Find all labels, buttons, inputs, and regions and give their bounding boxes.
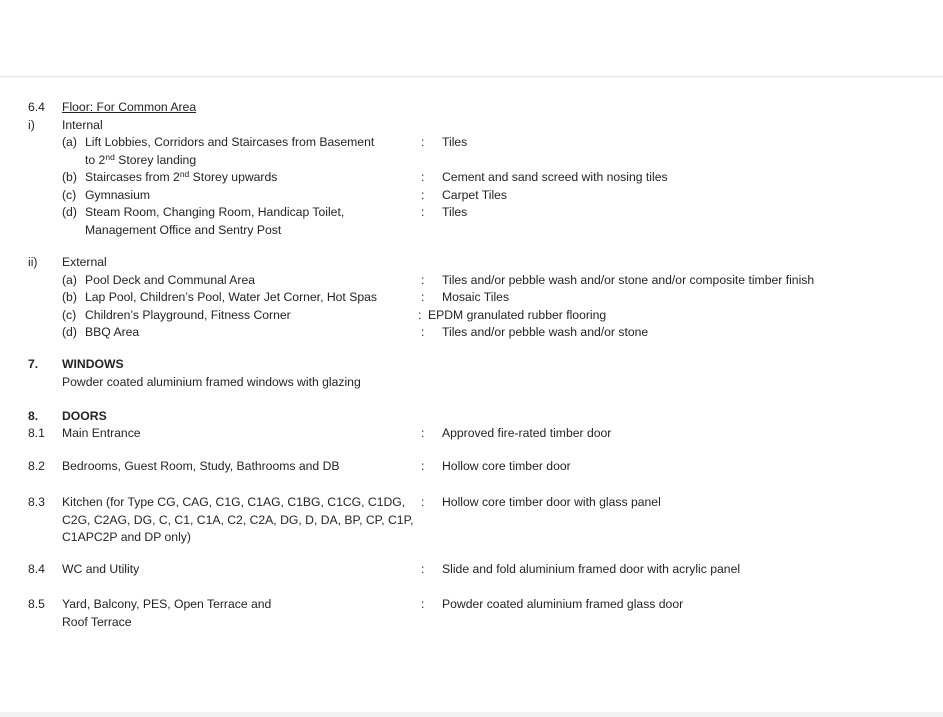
item-label: Gymnasium bbox=[85, 187, 151, 202]
item-label: Pool Deck and Communal Area bbox=[85, 272, 256, 287]
page-break-line-bottom bbox=[0, 712, 943, 717]
item-marker: (b) bbox=[62, 290, 77, 304]
item-label: Children’s Playground, Fitness Corner bbox=[85, 307, 291, 322]
item-marker: (d) bbox=[62, 325, 77, 339]
item-value: Powder coated aluminium framed glass door bbox=[442, 597, 684, 611]
colon-separator: : bbox=[421, 325, 425, 339]
spec-row-8-3 bbox=[0, 494, 943, 547]
spec-row-continuation bbox=[0, 529, 943, 547]
item-value: Tiles bbox=[442, 205, 468, 219]
item-value: EPDM granulated rubber flooring bbox=[428, 307, 607, 322]
item-label: Kitchen (for Type CG, CAG, C1G, C1AG, C1BG, C1CG, C1DG, bbox=[62, 495, 406, 509]
colon-separator: : bbox=[418, 307, 422, 322]
item-label: BBQ Area bbox=[85, 325, 140, 339]
item-marker: (c) bbox=[62, 307, 77, 322]
ordinal-superscript: nd bbox=[179, 169, 190, 179]
subsection-label: Internal bbox=[62, 117, 103, 132]
subsection-label: External bbox=[62, 255, 107, 269]
colon-separator: : bbox=[421, 187, 425, 202]
ordinal-superscript: nd bbox=[105, 151, 115, 162]
colon-separator: : bbox=[421, 205, 425, 219]
colon-separator: : bbox=[421, 170, 425, 184]
item-label: Lap Pool, Children’s Pool, Water Jet Corner, Hot Spas bbox=[85, 290, 377, 304]
page-break-line-top bbox=[0, 75, 943, 78]
colon-separator: : bbox=[421, 135, 425, 149]
colon-separator: : bbox=[421, 495, 425, 509]
item-number: 8.4 bbox=[28, 562, 45, 576]
item-value: Hollow core timber door with glass panel bbox=[442, 495, 661, 509]
item-label: Staircases from 2nd Storey upwards bbox=[85, 169, 278, 184]
item-label-line2: Roof Terrace bbox=[62, 614, 132, 629]
colon-separator: : bbox=[421, 426, 425, 440]
section-number: 6.4 bbox=[28, 100, 45, 114]
section-heading bbox=[0, 408, 943, 426]
spec-row bbox=[0, 289, 943, 307]
item-value: Tiles bbox=[442, 135, 468, 149]
item-value: Carpet Tiles bbox=[442, 187, 508, 202]
item-marker: (a) bbox=[62, 135, 77, 149]
spec-row-8-5 bbox=[0, 596, 943, 631]
spec-row-continuation bbox=[0, 614, 943, 632]
section-title: WINDOWS bbox=[62, 357, 124, 371]
item-value: Cement and sand screed with nosing tiles bbox=[442, 170, 668, 184]
colon-separator: : bbox=[421, 562, 425, 576]
spec-row bbox=[0, 134, 943, 152]
section-floor-common-area bbox=[0, 99, 943, 239]
subsection-number: ii) bbox=[28, 255, 38, 269]
section-body bbox=[0, 374, 943, 392]
subsection-number: i) bbox=[28, 117, 35, 132]
spec-row-continuation bbox=[0, 152, 943, 170]
section-title: DOORS bbox=[62, 409, 107, 423]
item-number: 8.1 bbox=[28, 426, 45, 440]
item-label-line2: C2G, C2AG, DG, C, C1, C1A, C2, C2A, DG, D, DA, BP, CP, C1P, bbox=[62, 512, 414, 527]
item-value: Mosaic Tiles bbox=[442, 290, 510, 304]
item-number: 8.3 bbox=[28, 495, 45, 509]
subsection-external-heading bbox=[0, 254, 943, 272]
item-label: Yard, Balcony, PES, Open Terrace and bbox=[62, 597, 272, 611]
spec-row-8-4 bbox=[0, 561, 943, 579]
spec-row-continuation bbox=[0, 222, 943, 240]
section-windows bbox=[0, 356, 943, 391]
subsection-external bbox=[0, 254, 943, 342]
spec-row bbox=[0, 272, 943, 290]
section-heading bbox=[0, 99, 943, 117]
colon-separator: : bbox=[421, 597, 425, 611]
spec-row bbox=[0, 169, 943, 187]
spec-row-8-2 bbox=[0, 458, 943, 476]
item-label: Main Entrance bbox=[62, 426, 141, 440]
colon-separator: : bbox=[421, 290, 425, 304]
section-number: 7. bbox=[28, 357, 39, 371]
item-label: Steam Room, Changing Room, Handicap Toilet, bbox=[85, 205, 345, 219]
item-value: Approved fire-rated timber door bbox=[442, 426, 612, 440]
item-value: Slide and fold aluminium framed door with acrylic panel bbox=[442, 562, 741, 576]
section-number: 8. bbox=[28, 409, 39, 423]
item-number: 8.5 bbox=[28, 597, 45, 611]
spec-row bbox=[0, 307, 943, 325]
colon-separator: : bbox=[421, 459, 425, 473]
item-label-line2: to 2nd Storey landing bbox=[85, 151, 197, 167]
spec-row bbox=[0, 324, 943, 342]
item-label: Bedrooms, Guest Room, Study, Bathrooms and DB bbox=[62, 459, 340, 473]
spec-row bbox=[0, 187, 943, 205]
item-number: 8.2 bbox=[28, 459, 45, 473]
item-label: WC and Utility bbox=[62, 562, 140, 576]
section-title: Floor: For Common Area bbox=[62, 100, 197, 114]
item-value: Tiles and/or pebble wash and/or stone bbox=[442, 325, 649, 339]
spec-row-continuation bbox=[0, 512, 943, 530]
item-value: Hollow core timber door bbox=[442, 459, 571, 473]
item-label-line3: C1APC2P and DP only) bbox=[62, 530, 191, 544]
item-marker: (d) bbox=[62, 205, 77, 219]
item-label-line2: Management Office and Sentry Post bbox=[85, 222, 282, 237]
item-label: Lift Lobbies, Corridors and Staircases from Basement bbox=[85, 135, 375, 149]
item-value: Tiles and/or pebble wash and/or stone and/or composite timber finish bbox=[442, 272, 815, 287]
spec-row-8-1 bbox=[0, 425, 943, 443]
item-marker: (c) bbox=[62, 187, 77, 202]
windows-spec-text: Powder coated aluminium framed windows with glazing bbox=[62, 374, 361, 389]
colon-separator: : bbox=[421, 272, 425, 287]
item-marker: (a) bbox=[62, 272, 77, 287]
spec-row bbox=[0, 204, 943, 222]
section-doors-heading bbox=[0, 408, 943, 426]
item-marker: (b) bbox=[62, 170, 77, 184]
subsection-internal-heading bbox=[0, 117, 943, 135]
section-heading bbox=[0, 356, 943, 374]
